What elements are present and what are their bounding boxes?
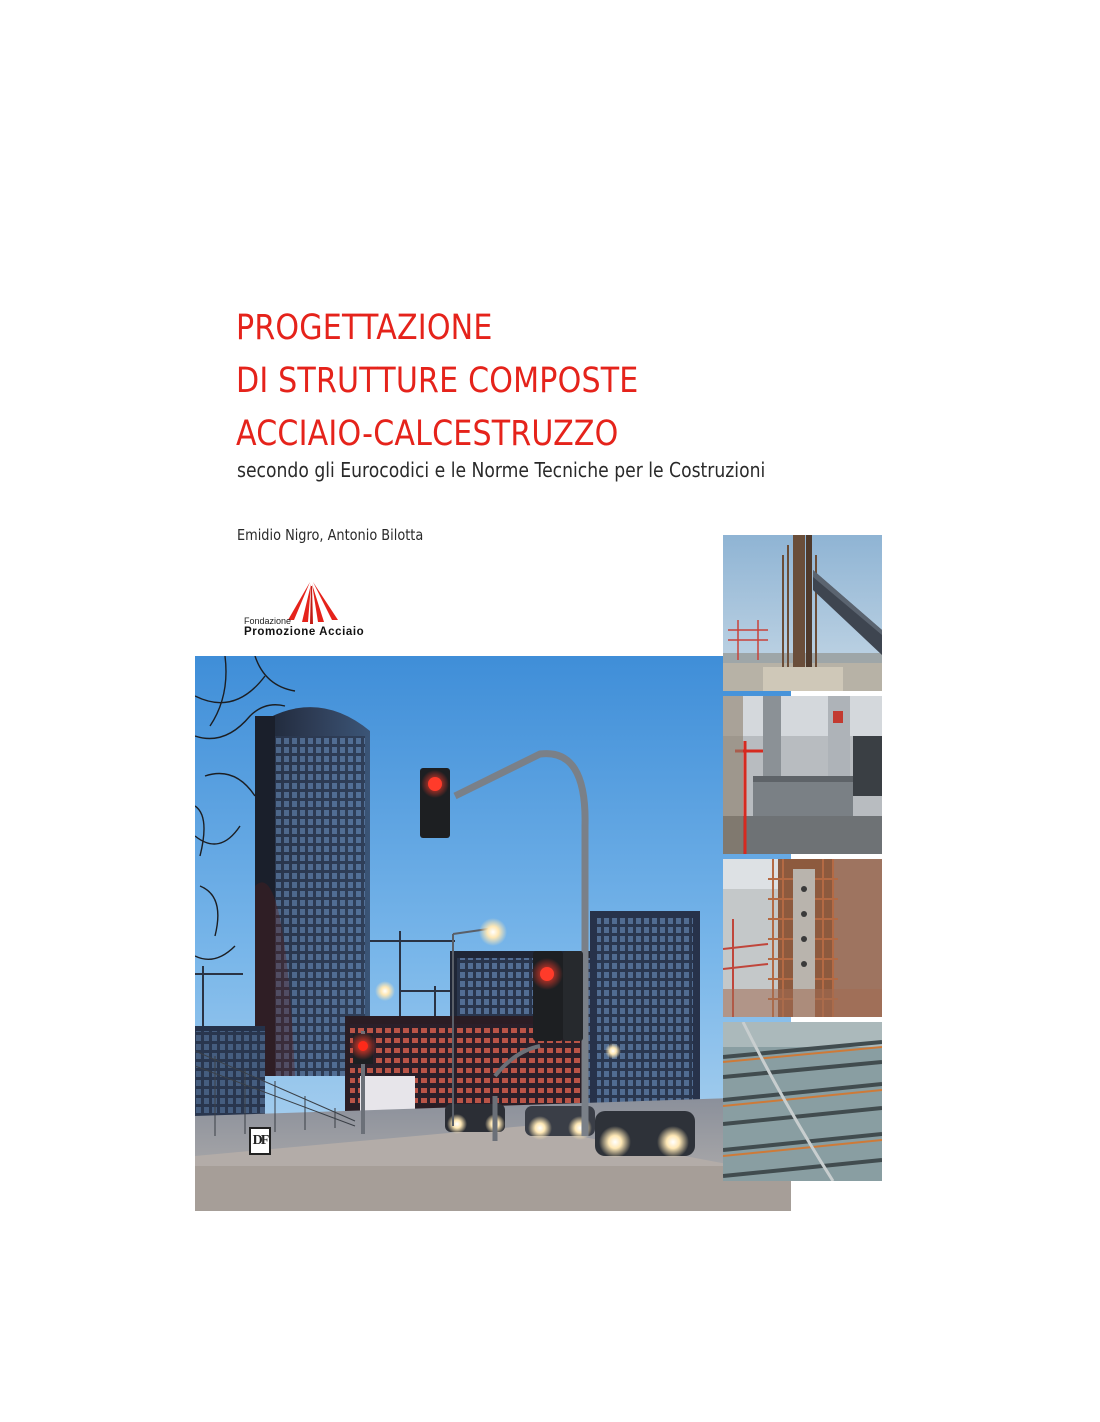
title-line-2: DI STRUTTURE COMPOSTE — [236, 361, 639, 401]
city-skyscraper-traffic-lights-photo — [195, 656, 791, 1211]
publisher-logo: DF — [249, 1127, 271, 1155]
logo-big-text: Promozione Acciaio — [244, 626, 365, 638]
book-subtitle: secondo gli Eurocodici e le Norme Tecniche per le Costruzioni — [237, 458, 766, 482]
composite-column-site-photo — [723, 696, 882, 854]
logo-small-text: Fondazione — [244, 616, 292, 626]
rebar-cage-column-photo — [723, 859, 882, 1017]
steel-deck-beams-photo — [723, 1022, 882, 1181]
steel-column-beam-construction-photo — [723, 535, 882, 691]
title-line-3: ACCIAIO-CALCESTRUZZO — [236, 414, 619, 454]
book-authors: Emidio Nigro, Antonio Bilotta — [237, 526, 424, 544]
foundation-logo — [244, 580, 404, 640]
book-title — [236, 302, 856, 461]
title-line-1: PROGETTAZIONE — [236, 308, 493, 348]
